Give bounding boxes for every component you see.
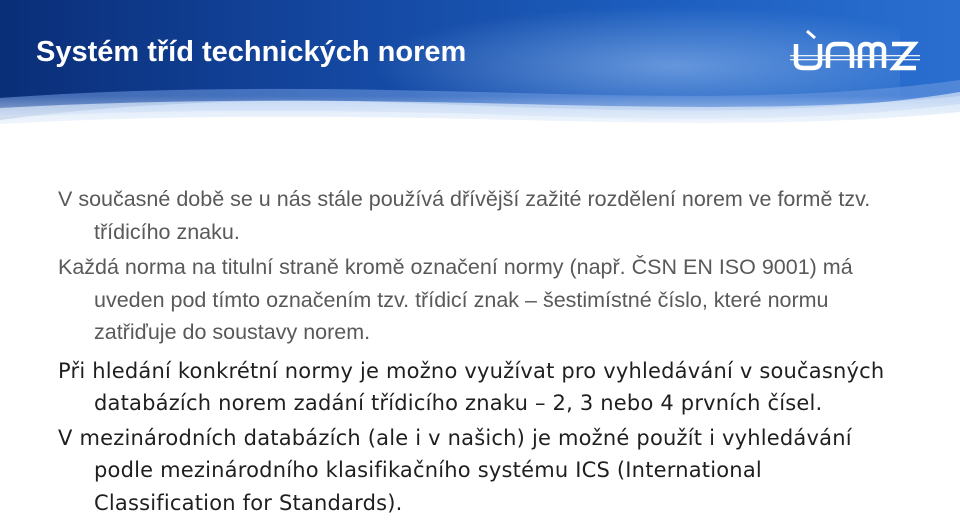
slide-body [58, 183, 908, 523]
slide-title: Systém tříd technických norem [36, 36, 467, 68]
paragraph-international: V mezinárodních databázích (ale i v našich) je možné použít i vyhledávání podle mezinárodního klasifikačního systému ICS (International Classification for Standards). [58, 425, 852, 515]
unmz-logo [790, 28, 920, 76]
paragraph-search: Při hledání konkrétní normy je možno využívat pro vyhledávání v současných databázích norem zadání třídicího znaku – 2, 3 nebo 4 prvních čísel. [58, 358, 885, 415]
paragraph-current-usage: V současné době se u nás stále používá dřívější zažité rozdělení norem ve formě tzv. třídicího znaku. [58, 187, 871, 244]
paragraph-title-page: Každá norma na titulní straně kromě označení normy (např. ČSN EN ISO 9001) má uveden pod tímto označením tzv. třídicí znak – šestimístné číslo, které normu zatřiďuje do soustavy norem. [58, 255, 853, 344]
